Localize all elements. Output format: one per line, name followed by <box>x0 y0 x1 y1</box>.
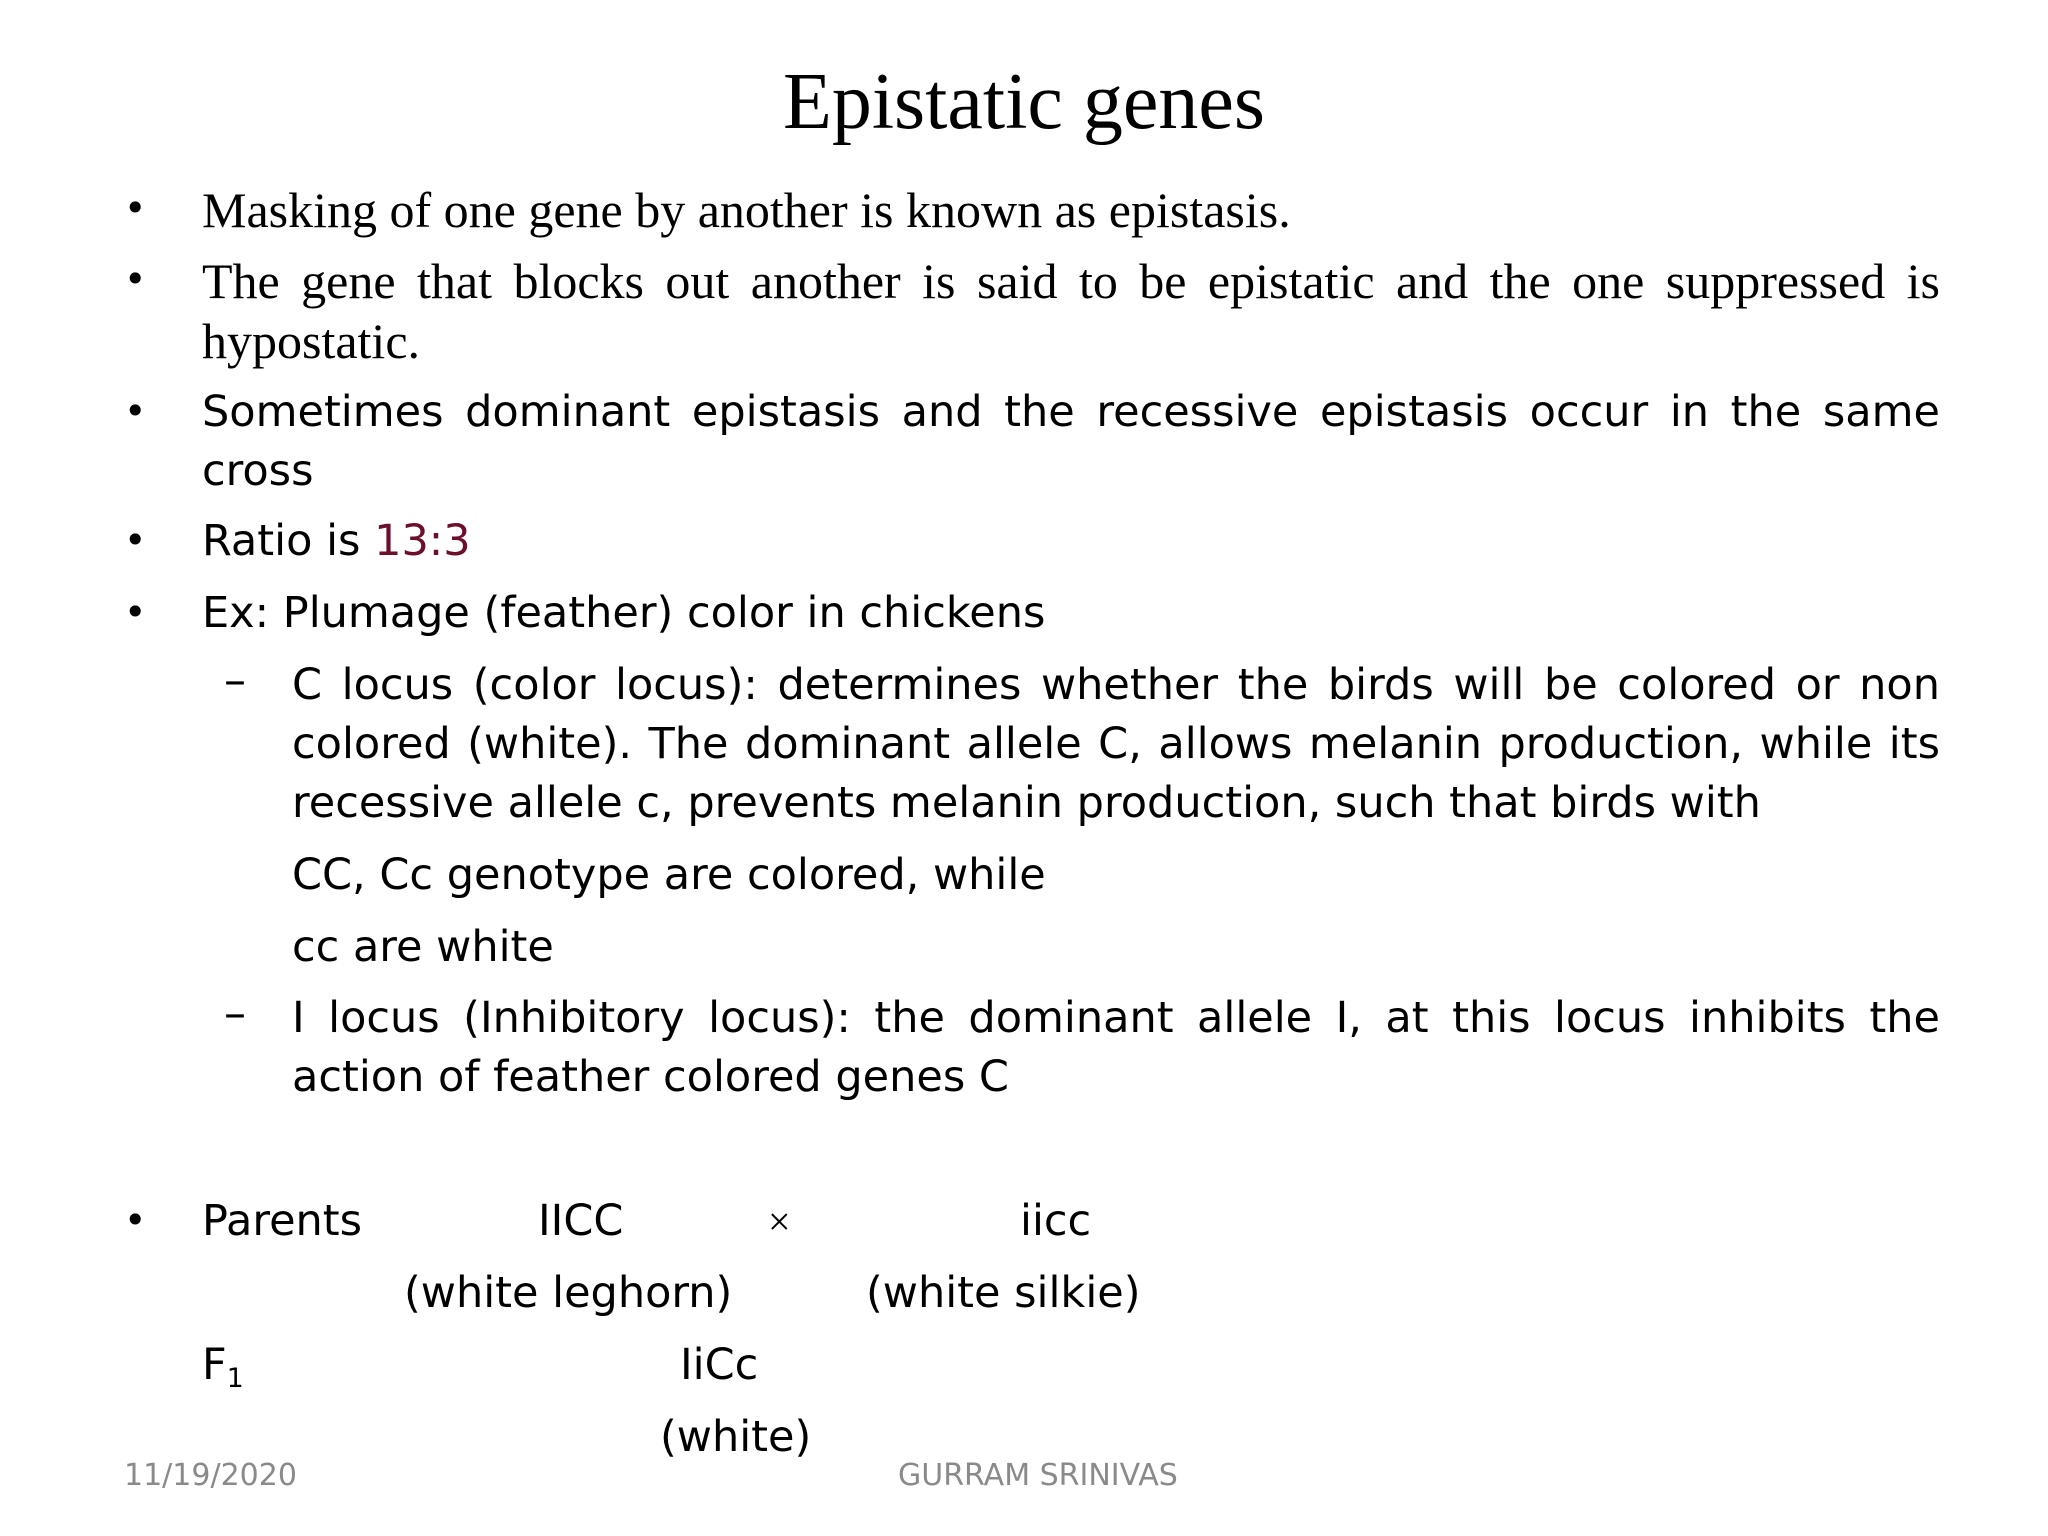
footer-author: GURRAM SRINIVAS <box>898 1458 1178 1493</box>
bullet-masking: Masking of one gene by another is known as epistasis. <box>202 182 1291 238</box>
sub-bullet-i-locus: I locus (Inhibitory locus): the dominant allele I, at this locus inhibits the action of feather colored genes C <box>292 993 1940 1102</box>
bullet-marker: • <box>124 257 147 301</box>
bullet-ratio <box>202 512 1940 571</box>
bullet-marker: • <box>124 186 147 230</box>
f1-subscript: 1 <box>226 1362 244 1394</box>
parent2-genotype: iicc <box>1020 1196 1092 1246</box>
bullet-dominant-recessive: Sometimes dominant epistasis and the recessive epistasis occur in the same cross <box>202 387 1940 496</box>
parent1-genotype: IICC <box>538 1196 624 1246</box>
parent2-name: (white silkie) <box>866 1268 1141 1318</box>
bullet-marker: • <box>124 389 147 433</box>
cross-symbol: × <box>768 1199 791 1244</box>
f1-label <box>202 1336 244 1408</box>
f1-phenotype: (white) <box>660 1412 812 1462</box>
sub-bullet-c-locus: C locus (color locus): determines whether the birds will be colored or non colored (white). The dominant allele C, allows melanin production, while its recessive allele c, prevents melanin production, such that birds with <box>292 660 1940 828</box>
bullet-epistatic-definition: The gene that blocks out another is said to be epistatic and the one suppressed is hypostatic. <box>202 253 1940 369</box>
ratio-value: 13:3 <box>374 516 471 566</box>
bullet-example: Ex: Plumage (feather) color in chickens <box>202 588 1046 638</box>
dash-marker: – <box>224 988 246 1039</box>
parents-label: Parents <box>202 1196 363 1246</box>
bullet-marker: • <box>124 518 147 562</box>
bullet-marker: • <box>124 590 147 634</box>
c-locus-white-line: cc are white <box>292 922 554 972</box>
slide-title: Epistatic genes <box>782 58 1266 146</box>
parent1-name: (white leghorn) <box>404 1268 733 1318</box>
dash-marker: – <box>224 655 246 706</box>
footer-date: 11/19/2020 <box>124 1458 297 1493</box>
f1-genotype: IiCc <box>680 1340 759 1390</box>
f1-letter: F <box>202 1340 227 1390</box>
ratio-prefix: Ratio is <box>202 516 375 566</box>
c-locus-colored-line: CC, Cc genotype are colored, while <box>292 850 1046 900</box>
bullet-marker: • <box>124 1198 147 1242</box>
